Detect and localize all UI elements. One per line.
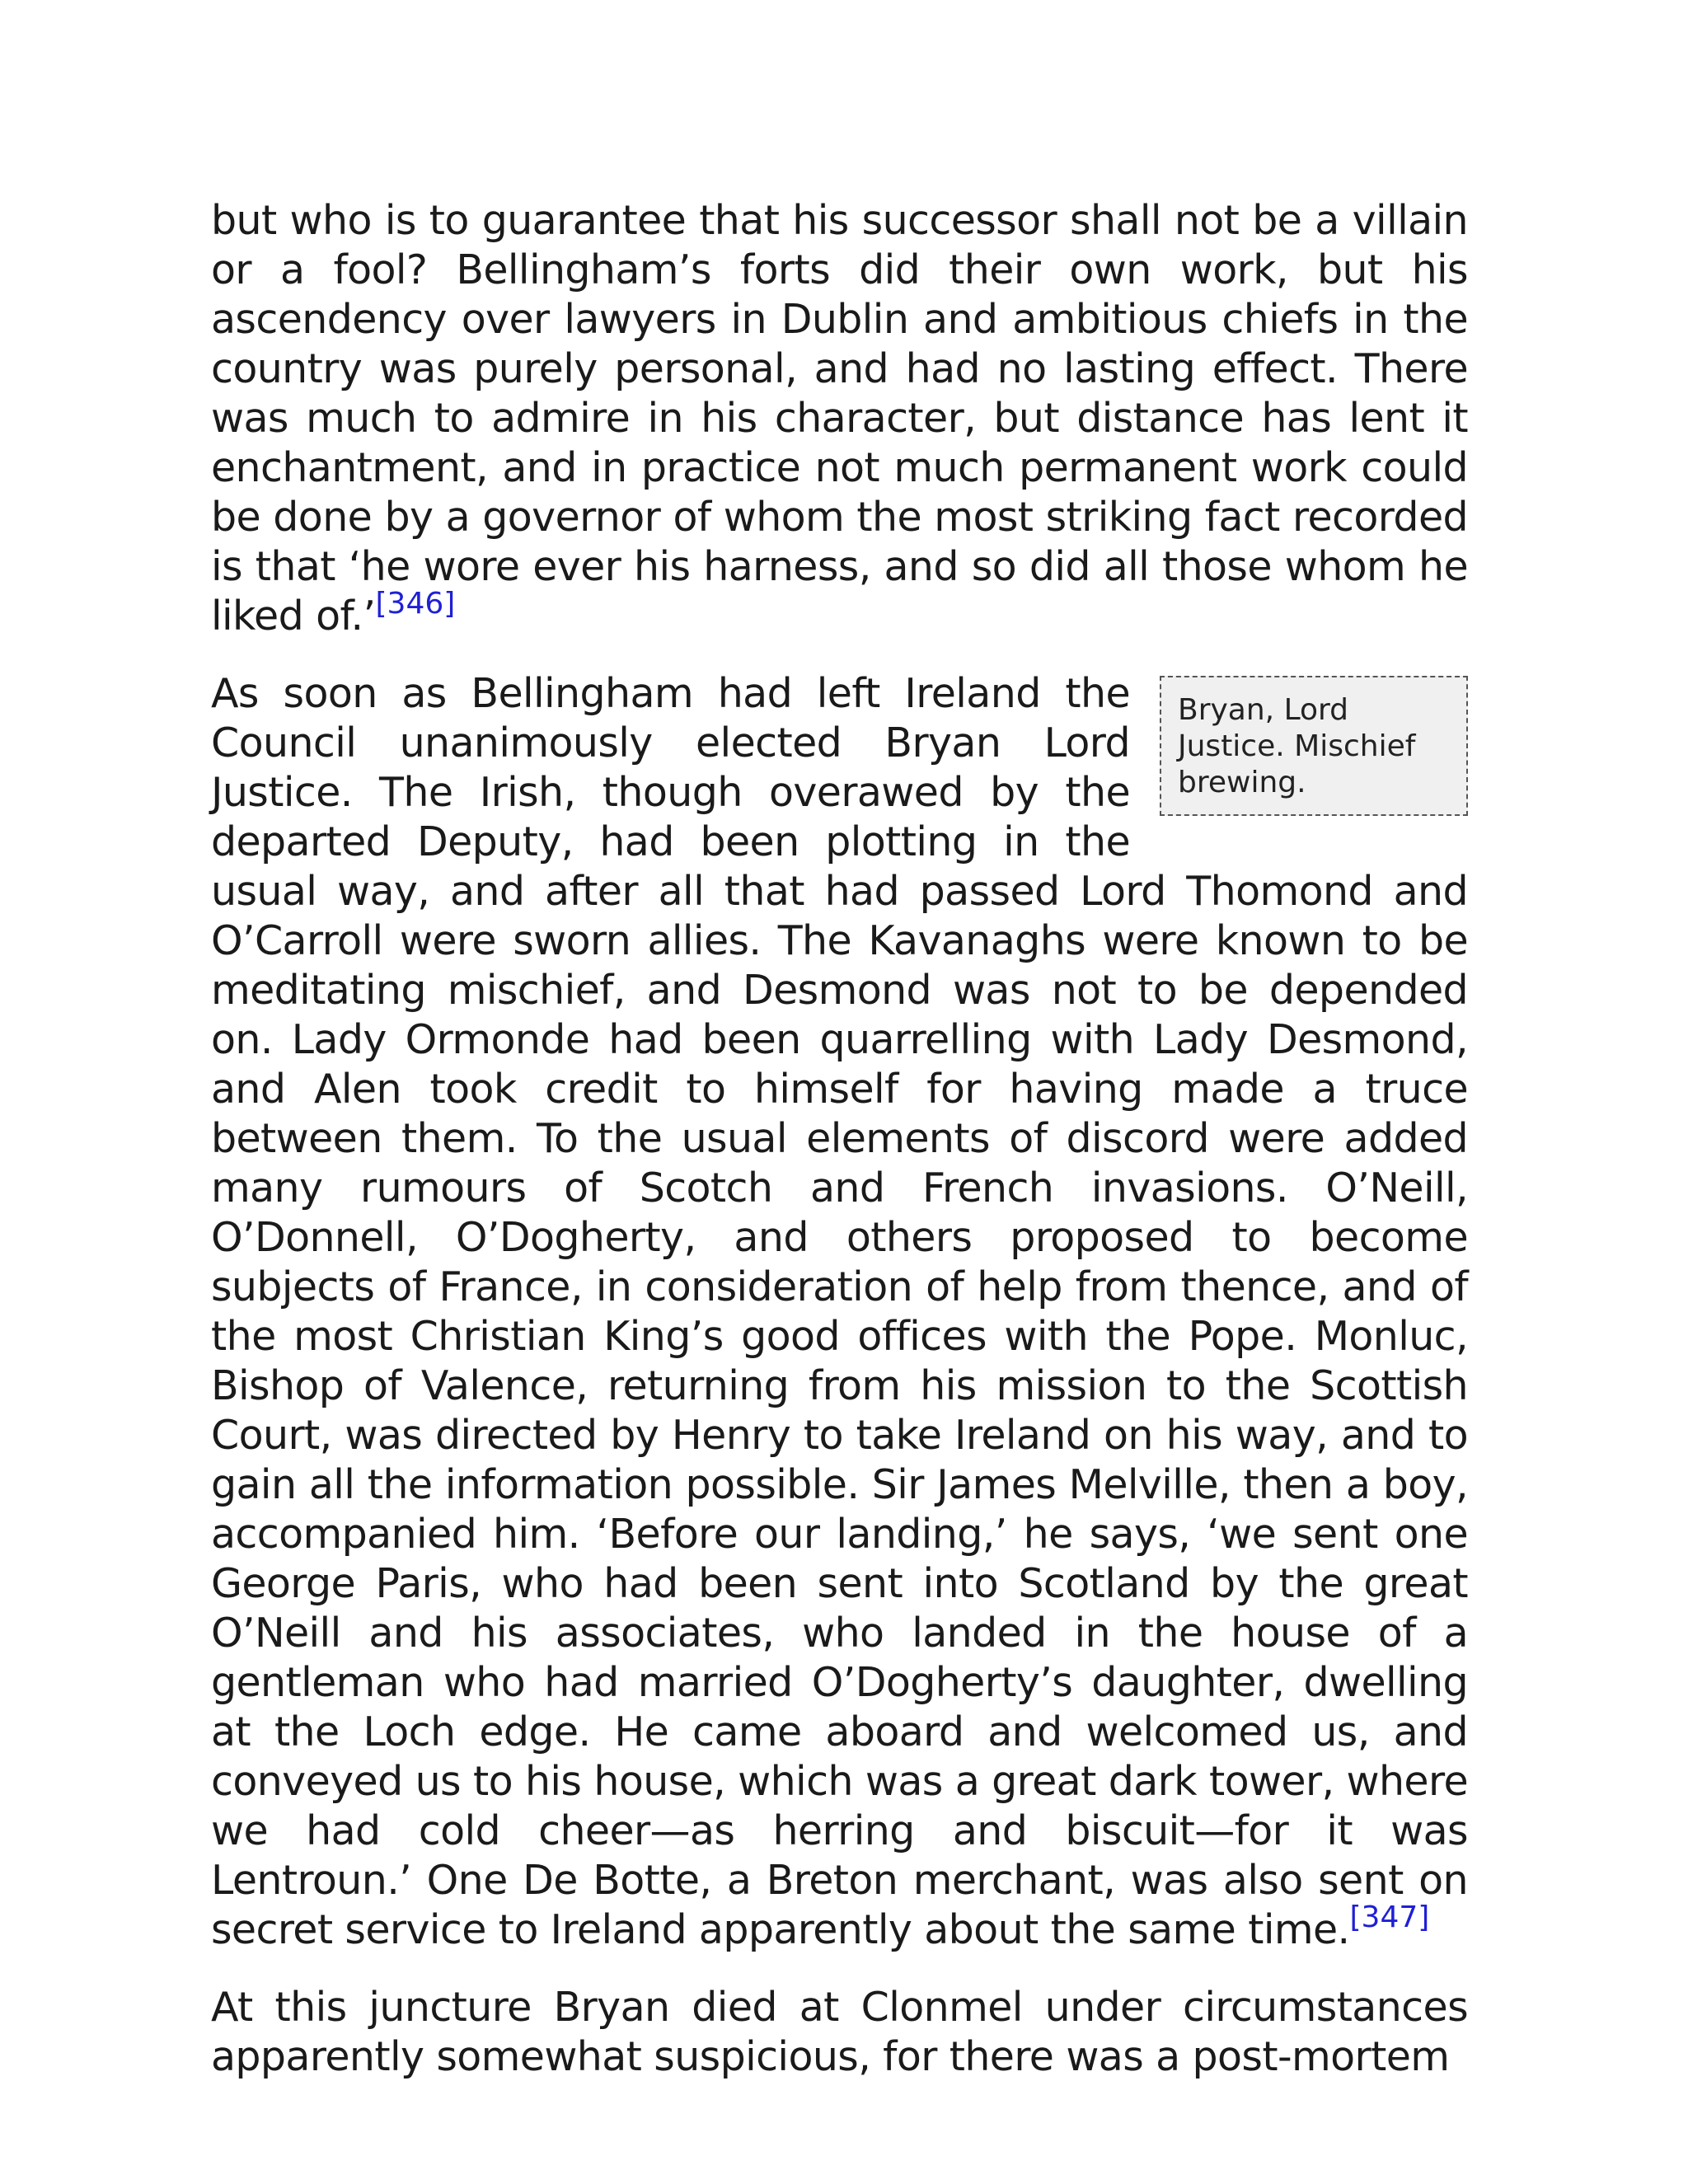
paragraph-2-text: As soon as Bellingham had left Ireland the Council unanimously elected Bryan Lord Justice. The Irish, though overawed by the departed Deputy, had been plotting in the usual way, and after all that had passed Lord Thomond and O’Carroll were sworn allies. The Kavanaghs were known to be meditating mischief, and Desmond was not to be depended on. Lady Ormonde had been quarrelling with Lady Desmond, and Alen took credit to himself for having made a truce between them. To the usual elements of discord were added many rumours of Scotch and French invasions. O’Neill, O’Donnell, O’Dogherty, and others proposed to become subjects of France, in consideration of help from thence, and of the most Christian King’s good offices with the Pope. Monluc, Bishop of Valence, returning from his mission to the Scottish Court, was directed by Henry to take Ireland on his way, and to gain all the information possible. Sir James Melville, then a boy, accompanied him. ‘Before our landing,’ he says, ‘we sent one George Paris, who had been sent into Scotland by the great O’Neill and his associates, who landed in the house of a gentleman who had married O’Dogherty’s daughter, dwelling at the Loch edge. He came aboard and welcomed us, and conveyed us to his house, which was a great dark tower, where we had cold cheer—as herring and biscuit—for it was Lentroun.’ One De Botte, a Breton merchant, was also sent on secret service to Ireland apparently about the same time. — [211, 670, 1468, 1953]
footnote-link-346[interactable]: [346] — [375, 587, 456, 621]
footnote-link-347[interactable]: [347] — [1349, 1900, 1430, 1934]
margin-sidenote: Bryan, Lord Justice. Mischief brewing. — [1160, 676, 1468, 816]
paragraph-3 — [211, 1983, 1468, 2082]
document-page — [211, 196, 1468, 2110]
paragraph-2 — [211, 669, 1468, 1955]
paragraph-1 — [211, 196, 1468, 641]
paragraph-3-text: At this juncture Bryan died at Clonmel under circumstances apparently somewhat suspicious, for there was a post-mortem — [211, 1984, 1468, 2080]
paragraph-1-text: but who is to guarantee that his successor shall not be a villain or a fool? Bellingham’s forts did their own work, but his ascendency over lawyers in Dublin and ambitious chiefs in the country was purely personal, and had no lasting effect. There was much to admire in his character, but distance has lent it enchantment, and in practice not much permanent work could be done by a governor of whom the most striking fact recorded is that ‘he wore ever his harness, and so did all those whom he liked of.’ — [211, 197, 1468, 640]
